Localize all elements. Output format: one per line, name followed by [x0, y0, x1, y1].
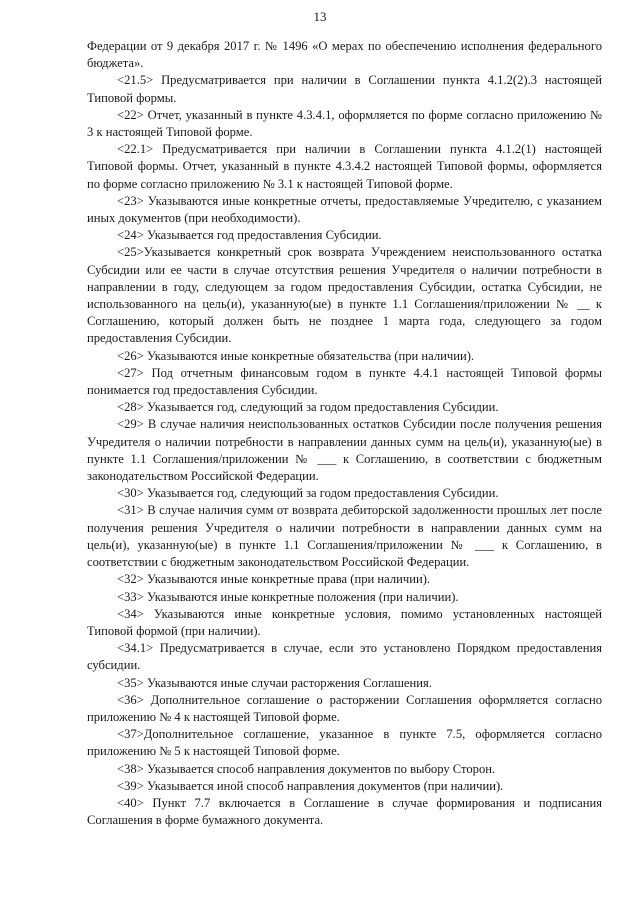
footnote-paragraph: <23> Указываются иные конкретные отчеты, предоставляемые Учредителю, с указанием иных документов (при необходимости).: [87, 193, 602, 226]
footnote-paragraph: <35> Указываются иные случаи расторжения Соглашения.: [117, 675, 432, 690]
footnote-paragraph: <21.5> Предусматривается при наличии в Соглашении пункта 4.1.2(2).3 настоящей Типовой формы.: [87, 73, 602, 105]
footnote-paragraph: <30> Указывается год, следующий за годом предоставления Субсидии.: [117, 486, 499, 501]
footnote-paragraph: <36> Дополнительное соглашение о расторжении Соглашения оформляется согласно приложению № 4 к настоящей Типовой форме.: [87, 692, 602, 724]
footnote-paragraph: <24> Указывается год предоставления Субсидии.: [117, 228, 382, 243]
footnote-paragraph: <22> Отчет, указанный в пункте 4.3.4.1, оформляется по форме согласно приложению № 3 к настоящей Типовой форме.: [87, 107, 602, 140]
footnotes-body: [87, 38, 602, 829]
footnote-paragraph: <40> Пункт 7.7 включается в Соглашение в случае формирования и подписания Соглашения в форме бумажного документа.: [87, 795, 602, 828]
footnote-paragraph: <27> Под отчетным финансовым годом в пункте 4.4.1 настоящей Типовой формы понимается год предоставления Субсидии.: [87, 365, 602, 398]
footnote-paragraph: <28> Указывается год, следующий за годом предоставления Субсидии.: [117, 400, 499, 415]
footnote-paragraph: <25>Указывается конкретный срок возврата Учреждением неиспользованного остатка Субсидии или ее части в случае отсутствия решения Учредителя о наличии потребности в направлении в году, следующем за годом предоставления Субсидии, остатка Субсидии, не использованного на цель(и), указанную(ые) в пункте 1.1 Соглашения/приложении № __ к Соглашению, который должен быть не позднее 1 марта года, следующего за годом предоставления Субсидии.: [87, 245, 602, 346]
footnote-paragraph: <38> Указывается способ направления документов по выбору Сторон.: [117, 761, 496, 776]
continuation-paragraph: Федерации от 9 декабря 2017 г. № 1496 «О мерах по обеспечению исполнения федерального бюджета».: [87, 39, 602, 71]
footnote-paragraph: <34> Указываются иные конкретные условия, помимо установленных настоящей Типовой формой (при наличии).: [87, 606, 602, 638]
footnote-paragraph: <32> Указываются иные конкретные права (при наличии).: [117, 572, 431, 587]
footnote-paragraph: <39> Указывается иной способ направления документов (при наличии).: [117, 778, 504, 793]
page-number: 13: [313, 9, 327, 24]
footnote-paragraph: <31> В случае наличия сумм от возврата дебиторской задолженности прошлых лет после получения решения Учредителя о наличии потребности в направлении данных сумм на цель(и), указанную(ые) в пункте 1.1 Соглашения/приложении № ___ к Соглашению, в соответствии с бюджетным законодательством Российской Федерации.: [87, 503, 602, 570]
footnote-paragraph: <26> Указываются иные конкретные обязательства (при наличии).: [117, 348, 475, 363]
footnote-paragraph: <22.1> Предусматривается при наличии в Соглашении пункта 4.1.2(1) настоящей Типовой формы. Отчет, указанный в пункте 4.3.4.2 настоящей Типовой формы, оформляется по форме согласно приложению № 3.1 к настоящей Типовой форме.: [87, 142, 602, 191]
footnote-paragraph: <29> В случае наличия неиспользованных остатков Субсидии после получения решения Учредителя о наличии потребности в направлении данных сумм на цель(и), указанную(ые) в пункте 1.1 Соглашения/приложении № ___ к Соглашению, в соответствии с бюджетным законодательством Российской Федерации.: [87, 417, 602, 484]
footnote-paragraph: <34.1> Предусматривается в случае, если это установлено Порядком предоставления субсидии.: [87, 641, 602, 673]
footnote-paragraph: <33> Указываются иные конкретные положения (при наличии).: [117, 589, 459, 604]
footnote-paragraph: <37>Дополнительное соглашение, указанное в пункте 7.5, оформляется согласно приложению № 5 к настоящей Типовой форме.: [87, 727, 602, 759]
